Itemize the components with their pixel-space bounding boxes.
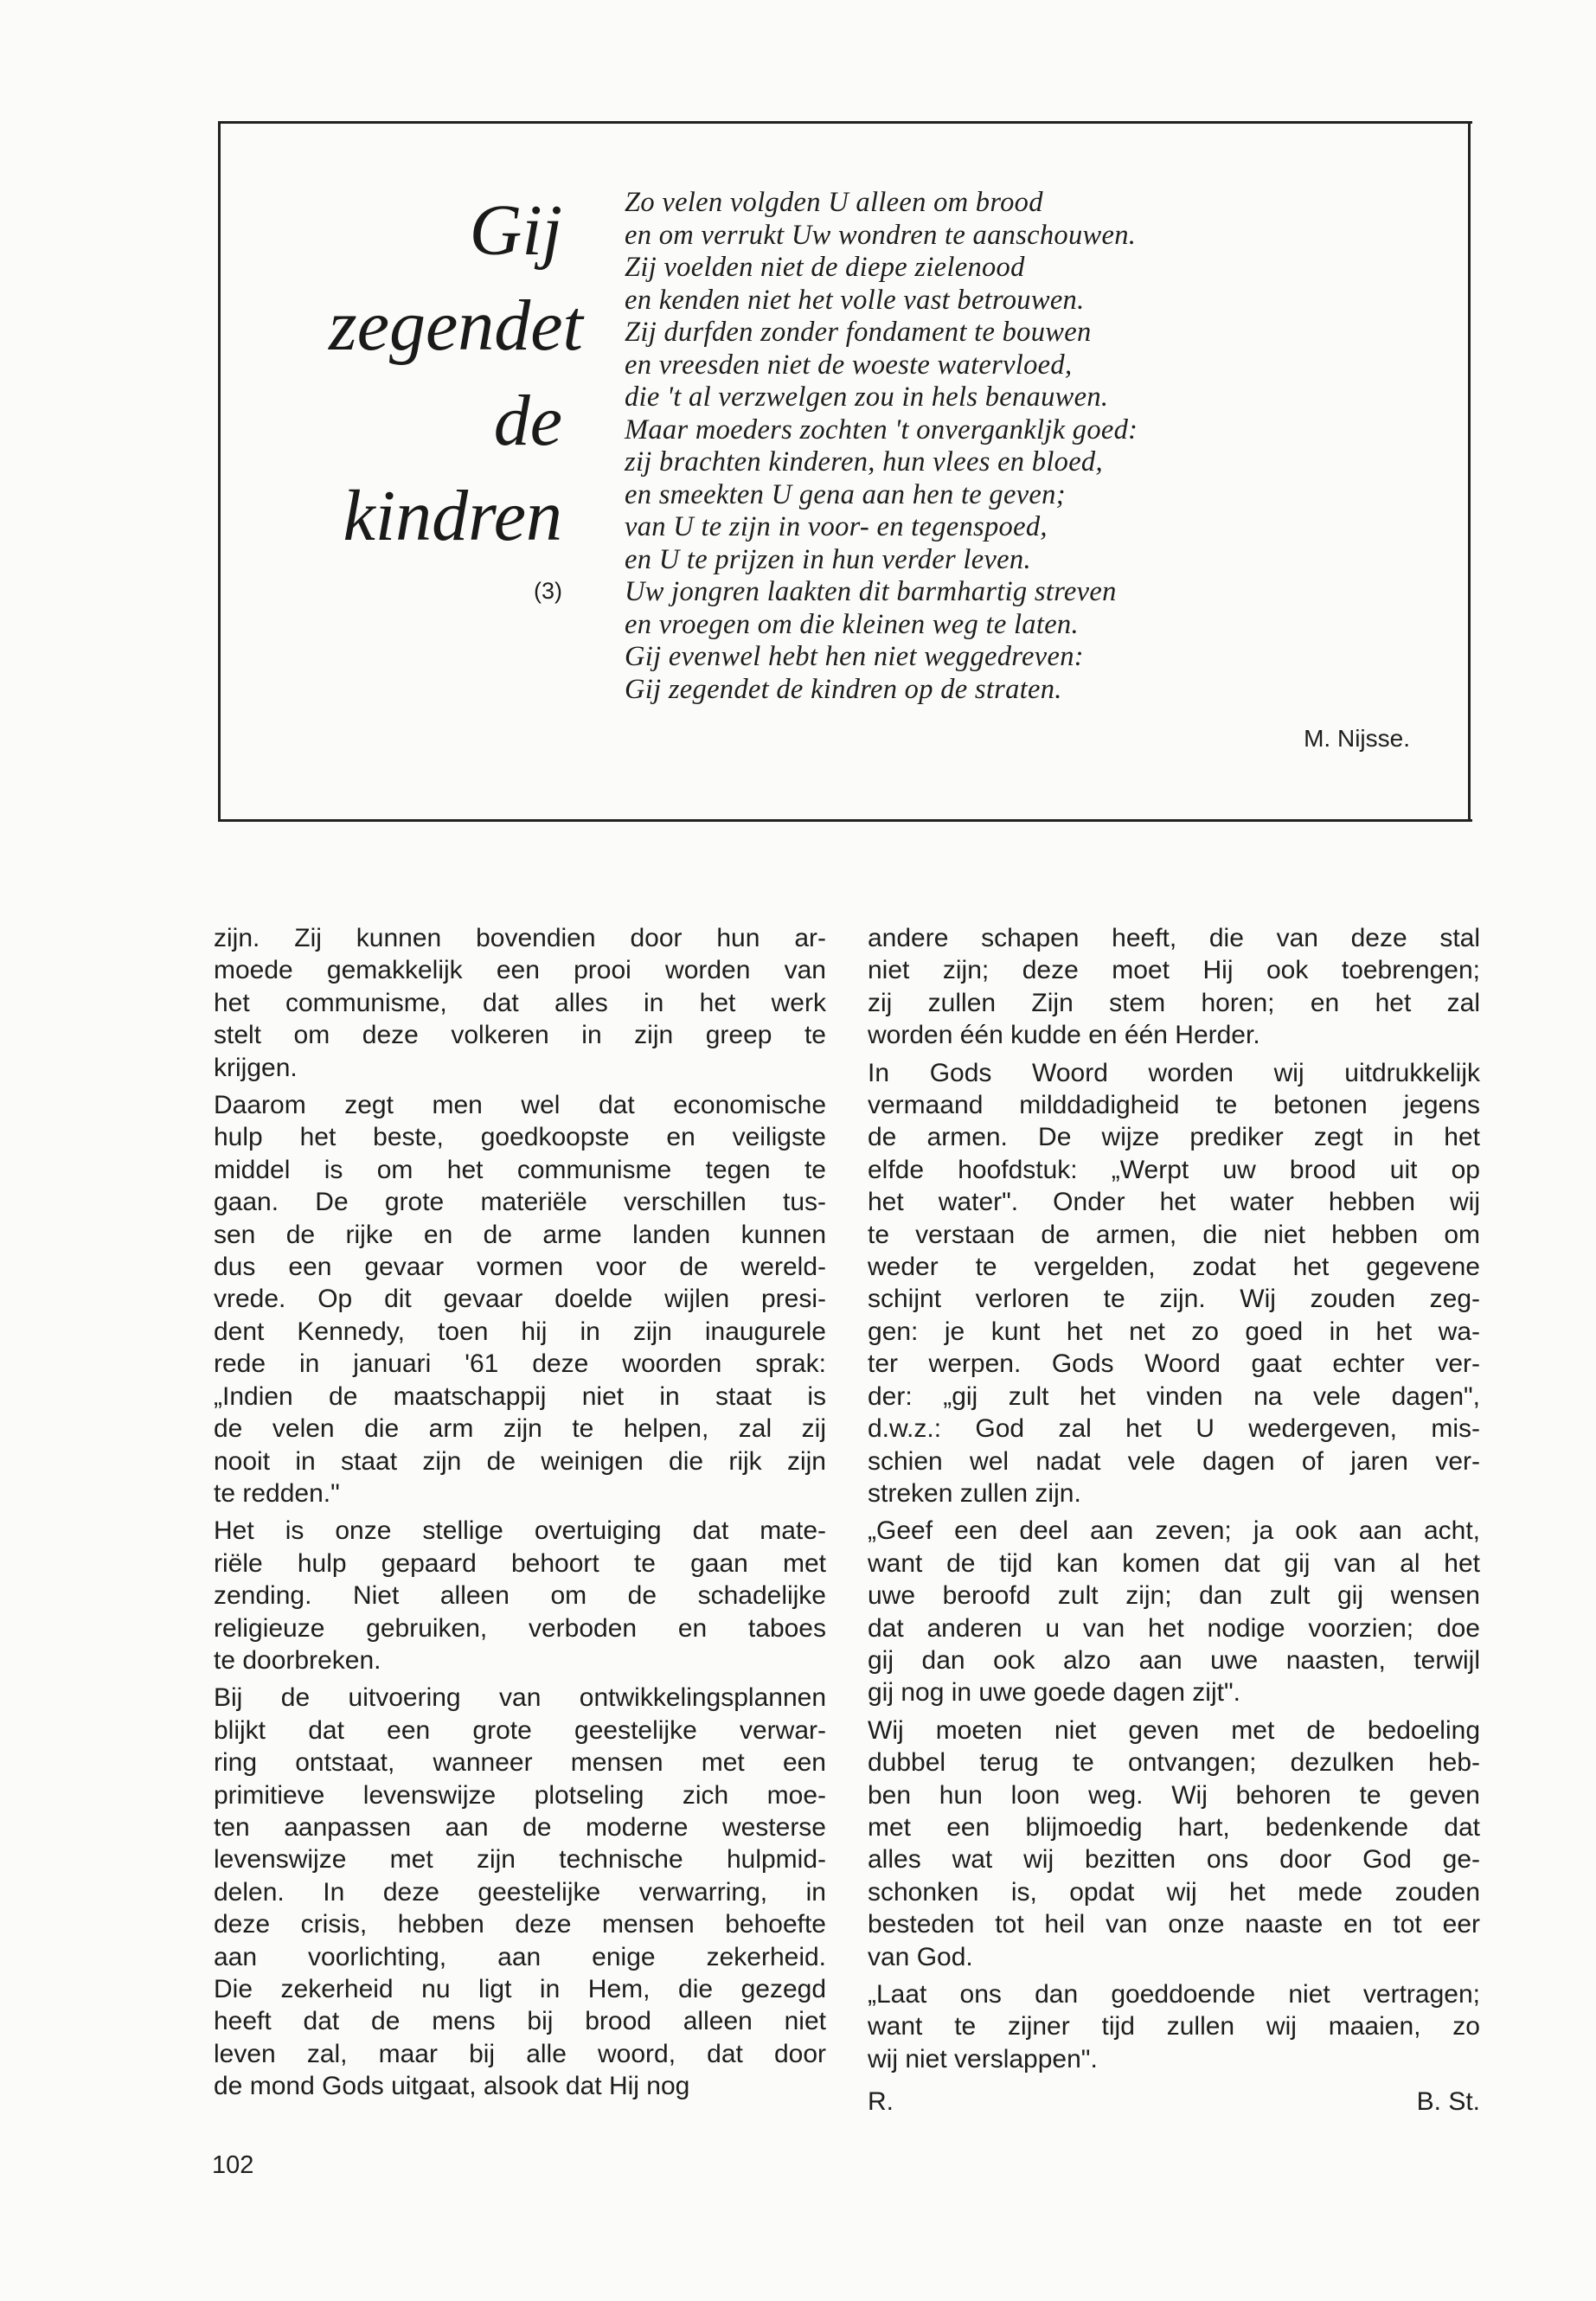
article-line: der: „gij zult het vinden na vele dagen", bbox=[868, 1381, 1480, 1411]
poem-line: en om verrukt Uw wondren te aanschouwen. bbox=[625, 219, 1137, 251]
poem-line: Zo velen volgden U alleen om brood bbox=[625, 187, 1043, 218]
article-line: schijnt verloren te zijn. Wij zouden zeg- bbox=[868, 1285, 1480, 1314]
article-right-column bbox=[868, 922, 1480, 2118]
article-line: vermaand milddadigheid te betonen jegens bbox=[868, 1091, 1480, 1120]
poem-line: Gij evenwel hebt hen niet weggedreven: bbox=[625, 641, 1084, 672]
article-line: gij nog in uwe goede dagen zijt". bbox=[868, 1678, 1240, 1708]
article-line: Wij moeten niet geven met de bedoeling bbox=[868, 1715, 1480, 1745]
article-line: te doorbreken. bbox=[214, 1645, 381, 1675]
poem-line: Zij durfden zonder fondament te bouwen bbox=[625, 317, 1092, 348]
article-line: te redden." bbox=[214, 1478, 340, 1508]
article-line: leven zal, maar bij alle woord, dat door bbox=[214, 2039, 826, 2068]
poem-title-line: de bbox=[493, 381, 562, 461]
article-line: besteden tot heil van onze naaste en tot eer bbox=[868, 1910, 1480, 1939]
poem-line: en U te prijzen in hun verder leven. bbox=[625, 543, 1031, 575]
article-paragraph bbox=[214, 1515, 826, 1676]
article-line: dat anderen u van het nodige voorzien; doe bbox=[868, 1613, 1480, 1643]
poem-author: M. Nijsse. bbox=[1304, 725, 1410, 752]
article-line: ter werpen. Gods Woord gaat echter ver- bbox=[868, 1349, 1480, 1379]
article-line: gen: je kunt het net zo goed in het wa- bbox=[868, 1317, 1480, 1346]
poem-line: en vroegen om die kleinen weg te laten. bbox=[625, 608, 1079, 640]
article-paragraph bbox=[868, 1978, 1480, 2075]
article-line: uwe beroofd zult zijn; dan zult gij wensen bbox=[868, 1581, 1480, 1611]
article-line: alles wat wij bezitten ons door God ge- bbox=[868, 1845, 1480, 1875]
article-line: levenswijze met zijn technische hulpmid- bbox=[214, 1845, 826, 1875]
signoff-left: R. bbox=[868, 2087, 894, 2117]
article-line: vrede. Op dit gevaar doelde wijlen presi- bbox=[214, 1285, 826, 1314]
article-line: middel is om het communisme tegen te bbox=[214, 1155, 826, 1184]
article-line: worden één kudde en één Herder. bbox=[868, 1021, 1260, 1050]
article-line: deze crisis, hebben deze mensen behoefte bbox=[214, 1910, 826, 1939]
article-line: ten aanpassen aan de moderne westerse bbox=[214, 1812, 826, 1842]
article-line: dus een gevaar vormen voor de wereld- bbox=[214, 1253, 826, 1282]
article-paragraph bbox=[214, 1089, 826, 1509]
article-line: het water". Onder het water hebben wij bbox=[868, 1188, 1480, 1217]
article-line: het communisme, dat alles in het werk bbox=[214, 988, 826, 1017]
article-line: Daarom zegt men wel dat economische bbox=[214, 1091, 826, 1120]
article-line: hulp het beste, goedkoopste en veiligste bbox=[214, 1123, 826, 1152]
article-line: rede in januari '61 deze woorden sprak: bbox=[214, 1349, 826, 1379]
article-paragraph bbox=[868, 1057, 1480, 1510]
article-paragraph bbox=[214, 1682, 826, 2102]
article-line: ring ontstaat, wanneer mensen met een bbox=[214, 1748, 826, 1778]
article-line: wij niet verslappen". bbox=[868, 2044, 1098, 2073]
poem-line: Uw jongren laakten dit barmhartig streven bbox=[625, 576, 1117, 607]
poem-box-bottom-rule bbox=[218, 819, 1472, 822]
article-line: van God. bbox=[868, 1942, 973, 1971]
article-line: dent Kennedy, toen hij in zijn inaugurele bbox=[214, 1317, 826, 1346]
poem-title-line: kindren bbox=[343, 476, 562, 556]
article-paragraph bbox=[868, 1515, 1480, 1708]
poem-box-right-rule bbox=[1468, 121, 1471, 822]
article-line: delen. In deze geestelijke verwarring, in bbox=[214, 1877, 826, 1907]
article-line: de mond Gods uitgaat, alsook dat Hij nog bbox=[214, 2072, 690, 2101]
article-signoff bbox=[868, 2086, 1480, 2118]
poem-text bbox=[625, 187, 1455, 706]
article-line: riële hulp gepaard behoort te gaan met bbox=[214, 1548, 826, 1578]
article-line: aan voorlichting, aan enige zekerheid. bbox=[214, 1942, 826, 1971]
article-paragraph bbox=[868, 922, 1480, 1052]
article-line: dubbel terug te ontvangen; dezulken heb- bbox=[868, 1748, 1480, 1778]
article-line: schien wel nadat vele dagen of jaren ver- bbox=[868, 1446, 1480, 1476]
article-line: blijkt dat een grote geestelijke verwar- bbox=[214, 1715, 826, 1745]
poem-title-line: Gij bbox=[469, 190, 562, 271]
poem-box-top-rule bbox=[218, 121, 1472, 124]
article-line: sen de rijke en de arme landen kunnen bbox=[214, 1220, 826, 1249]
article-line: stelt om deze volkeren in zijn greep te bbox=[214, 1021, 826, 1050]
article-line: primitieve levenswijze plotseling zich moe- bbox=[214, 1780, 826, 1810]
article-line: „Laat ons dan goeddoende niet vertragen; bbox=[868, 1980, 1480, 2009]
poem-line: Gij zegendet de kindren op de straten. bbox=[625, 673, 1062, 705]
article-line: krijgen. bbox=[214, 1053, 298, 1082]
article-line: d.w.z.: God zal het U wedergeven, mis- bbox=[868, 1414, 1480, 1444]
article-line: „Indien de maatschappij niet in staat is bbox=[214, 1381, 826, 1411]
article-line: Het is onze stellige overtuiging dat mate- bbox=[214, 1516, 826, 1546]
article-right-body bbox=[868, 922, 1480, 2075]
article-line: andere schapen heeft, die van deze stal bbox=[868, 924, 1480, 952]
article-line: zij zullen Zijn stem horen; en het zal bbox=[868, 988, 1480, 1017]
article-line: want de tijd kan komen dat gij van al het bbox=[868, 1548, 1480, 1578]
article-line: te verstaan de armen, die niet hebben om bbox=[868, 1220, 1480, 1249]
article-left-column bbox=[214, 922, 826, 2108]
article-paragraph bbox=[214, 922, 826, 1084]
article-line: schonken is, opdat wij het mede zouden bbox=[868, 1877, 1480, 1907]
poem-line: die 't al verzwelgen zou in hels benauwen. bbox=[625, 381, 1109, 413]
article-line: gaan. De grote materiële verschillen tus- bbox=[214, 1188, 826, 1217]
article-line: „Geef een deel aan zeven; ja ook aan acht, bbox=[868, 1516, 1480, 1546]
article-line: nooit in staat zijn de weinigen die rijk zijn bbox=[214, 1446, 826, 1476]
article-line: zending. Niet alleen om de schadelijke bbox=[214, 1581, 826, 1611]
article-line: gij dan ook alzo aan uwe naasten, terwijl bbox=[868, 1645, 1480, 1675]
signoff-right: B. St. bbox=[1416, 2087, 1480, 2117]
poem-line: zij brachten kinderen, hun vlees en bloed, bbox=[625, 446, 1103, 478]
poem-title bbox=[329, 183, 583, 564]
article-line: streken zullen zijn. bbox=[868, 1478, 1081, 1508]
article-line: In Gods Woord worden wij uitdrukkelijk bbox=[868, 1058, 1480, 1087]
article-line: ben hun loon weg. Wij behoren te geven bbox=[868, 1780, 1480, 1810]
article-line: zijn. Zij kunnen bovendien door hun ar- bbox=[214, 924, 826, 952]
article-line: want te zijner tijd zullen wij maaien, zo bbox=[868, 2012, 1480, 2041]
page-number: 102 bbox=[212, 2151, 254, 2179]
article-line: Die zekerheid nu ligt in Hem, die gezegd bbox=[214, 1975, 826, 2003]
article-line: met een blijmoedig hart, bedenkende dat bbox=[868, 1812, 1480, 1842]
article-line: Bij de uitvoering van ontwikkelingsplannen bbox=[214, 1683, 826, 1713]
poem-number: (3) bbox=[534, 578, 562, 604]
poem-line: en smeekten U gena aan hen te geven; bbox=[625, 478, 1066, 510]
poem-box-left-rule bbox=[218, 121, 221, 822]
article-line: elfde hoofdstuk: „Werpt uw brood uit op bbox=[868, 1155, 1480, 1184]
article-line: weder te vergelden, zodat het gegevene bbox=[868, 1253, 1480, 1282]
poem-line: Zij voelden niet de diepe zielenood bbox=[625, 252, 1025, 283]
article-line: heeft dat de mens bij brood alleen niet bbox=[214, 2007, 826, 2036]
article-line: moede gemakkelijk een prooi worden van bbox=[214, 956, 826, 985]
poem-line: en vreesden niet de woeste watervloed, bbox=[625, 349, 1073, 381]
poem-title-line: zegendet bbox=[329, 285, 583, 366]
article-line: niet zijn; deze moet Hij ook toebrengen; bbox=[868, 956, 1480, 985]
poem-line: van U te zijn in voor- en tegenspoed, bbox=[625, 511, 1048, 542]
article-paragraph bbox=[868, 1715, 1480, 1973]
article-line: religieuze gebruiken, verboden en taboes bbox=[214, 1613, 826, 1643]
article-line: de armen. De wijze prediker zegt in het bbox=[868, 1123, 1480, 1152]
poem-line: Maar moeders zochten 't onvergankljk goed: bbox=[625, 413, 1138, 445]
article-line: de velen die arm zijn te helpen, zal zij bbox=[214, 1414, 826, 1444]
poem-line: en kenden niet het volle vast betrouwen. bbox=[625, 284, 1085, 316]
